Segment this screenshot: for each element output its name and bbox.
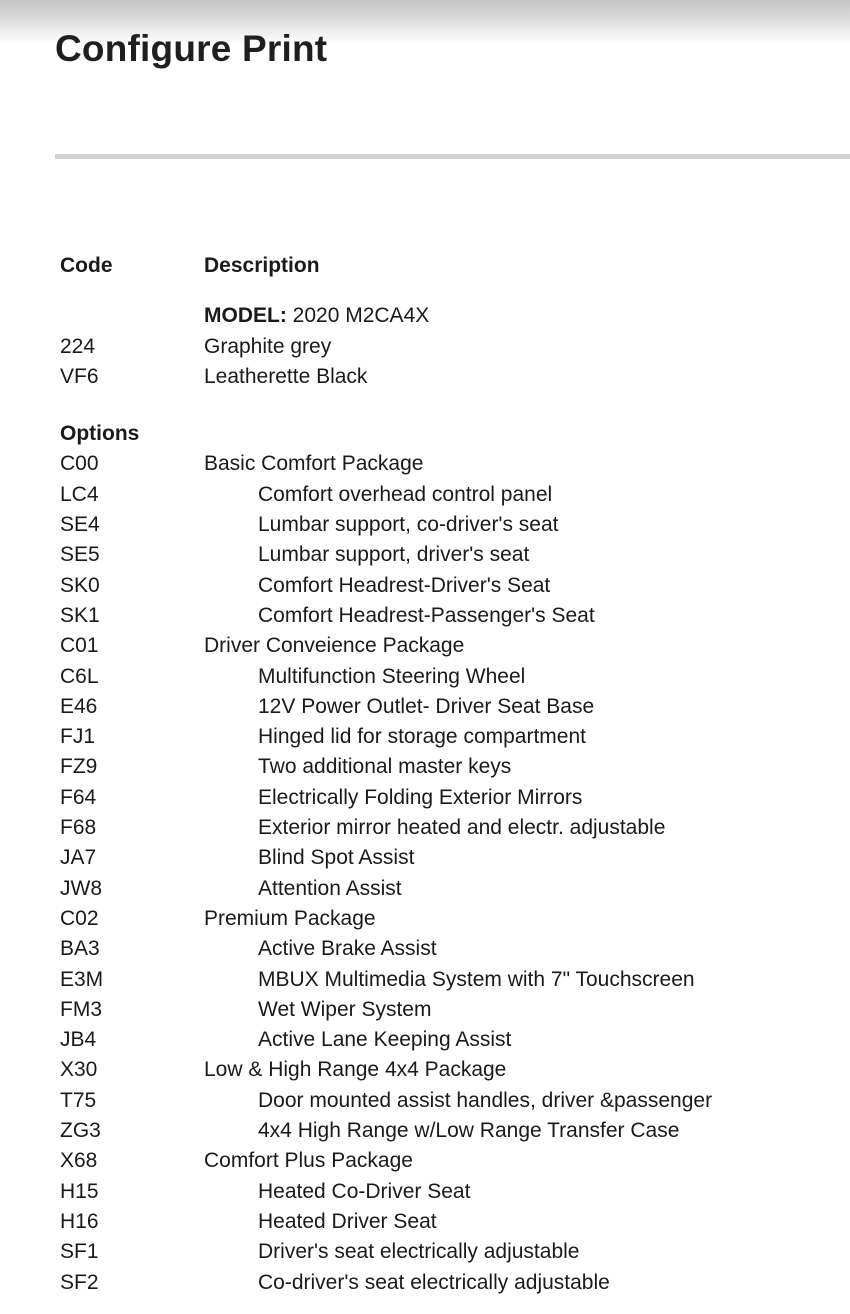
options-table — [60, 251, 850, 1298]
table-row — [60, 692, 850, 722]
table-row — [60, 332, 850, 362]
item-code: SK1 — [60, 603, 100, 627]
table-row — [60, 752, 850, 782]
title-divider — [55, 154, 850, 159]
item-description: Leatherette Black — [204, 364, 368, 388]
option-items — [60, 449, 850, 1297]
table-row — [60, 362, 850, 392]
table-row — [60, 1146, 850, 1176]
item-description: Heated Driver Seat — [258, 1209, 437, 1233]
table-row — [60, 1268, 850, 1298]
item-description: Lumbar support, driver's seat — [258, 543, 530, 567]
item-code: E3M — [60, 967, 104, 991]
item-code: LC4 — [60, 482, 99, 506]
item-code: BA3 — [60, 937, 100, 961]
item-code: ZG3 — [60, 1119, 101, 1143]
table-row — [60, 1086, 850, 1116]
page-title: Configure Print — [55, 28, 328, 69]
model-description — [204, 301, 429, 331]
item-code: H15 — [60, 1179, 99, 1203]
table-row — [60, 601, 850, 631]
table-row — [60, 631, 850, 661]
spacer — [60, 392, 850, 419]
item-code: FZ9 — [60, 755, 98, 779]
item-description: Hinged lid for storage compartment — [258, 725, 586, 749]
item-description: Premium Package — [204, 906, 376, 930]
table-row — [60, 1207, 850, 1237]
options-heading: Options — [60, 422, 140, 446]
table-row — [60, 813, 850, 843]
table-row — [60, 874, 850, 904]
description-column-header: Description — [204, 254, 320, 277]
table-row — [60, 480, 850, 510]
item-description: Comfort Headrest-Driver's Seat — [258, 573, 551, 597]
item-description: Multifunction Steering Wheel — [258, 664, 526, 688]
item-description: Driver Conveience Package — [204, 634, 465, 658]
model-value: 2020 M2CA4X — [292, 304, 430, 328]
item-description: Heated Co-Driver Seat — [258, 1179, 471, 1203]
options-heading-row — [60, 419, 850, 449]
item-code: FM3 — [60, 997, 102, 1021]
item-code: X68 — [60, 1149, 98, 1173]
item-description: 12V Power Outlet- Driver Seat Base — [258, 694, 595, 718]
item-description: Door mounted assist handles, driver &passenger — [258, 1088, 713, 1112]
item-description: Graphite grey — [204, 334, 332, 358]
table-row — [60, 571, 850, 601]
item-code: SF2 — [60, 1270, 99, 1294]
table-row — [60, 1237, 850, 1267]
item-description: Wet Wiper System — [258, 997, 432, 1021]
item-code: VF6 — [60, 364, 99, 388]
table-row — [60, 1116, 850, 1146]
table-row — [60, 934, 850, 964]
item-code: C02 — [60, 906, 99, 930]
item-code: SE4 — [60, 513, 100, 537]
item-description: Active Brake Assist — [258, 937, 437, 961]
item-code: JW8 — [60, 876, 102, 900]
item-description: Active Lane Keeping Assist — [258, 1028, 512, 1052]
item-description: Comfort Plus Package — [204, 1149, 413, 1173]
table-row — [60, 1177, 850, 1207]
table-row — [60, 783, 850, 813]
item-code: E46 — [60, 694, 98, 718]
spacer — [60, 281, 850, 301]
table-row — [60, 965, 850, 995]
item-description: 4x4 High Range w/Low Range Transfer Case — [258, 1119, 680, 1143]
item-description: Exterior mirror heated and electr. adjustable — [258, 816, 666, 840]
item-description: Two additional master keys — [258, 755, 512, 779]
table-row — [60, 843, 850, 873]
item-code: F64 — [60, 785, 97, 809]
item-description: Comfort Headrest-Passenger's Seat — [258, 603, 595, 627]
item-description: Low & High Range 4x4 Package — [204, 1058, 507, 1082]
item-description: Driver's seat electrically adjustable — [258, 1240, 580, 1264]
item-code: C00 — [60, 452, 99, 476]
item-code: X30 — [60, 1058, 98, 1082]
table-row — [60, 510, 850, 540]
model-row — [60, 301, 850, 331]
item-code: T75 — [60, 1088, 97, 1112]
table-row — [60, 1055, 850, 1085]
table-row — [60, 722, 850, 752]
item-code: H16 — [60, 1209, 99, 1233]
item-description: Attention Assist — [258, 876, 402, 900]
table-row — [60, 449, 850, 479]
item-code: SF1 — [60, 1240, 99, 1264]
item-description: MBUX Multimedia System with 7" Touchscreen — [258, 967, 695, 991]
table-row — [60, 540, 850, 570]
item-code: JA7 — [60, 846, 97, 870]
table-row — [60, 1025, 850, 1055]
model-label: MODEL: — [204, 304, 287, 328]
item-code: 224 — [60, 334, 96, 358]
item-code: JB4 — [60, 1028, 97, 1052]
item-code: FJ1 — [60, 725, 96, 749]
item-description: Comfort overhead control panel — [258, 482, 553, 506]
code-column-header: Code — [60, 254, 113, 277]
base-items — [60, 332, 850, 393]
item-code: C01 — [60, 634, 99, 658]
item-description: Lumbar support, co-driver's seat — [258, 513, 559, 537]
item-code: F68 — [60, 816, 97, 840]
table-row — [60, 662, 850, 692]
item-code: SK0 — [60, 573, 100, 597]
item-code: SE5 — [60, 543, 100, 567]
item-description: Co-driver's seat electrically adjustable — [258, 1270, 610, 1294]
table-row — [60, 995, 850, 1025]
item-description: Blind Spot Assist — [258, 846, 415, 870]
table-row — [60, 904, 850, 934]
item-code: C6L — [60, 664, 99, 688]
item-description: Basic Comfort Package — [204, 452, 424, 476]
item-description: Electrically Folding Exterior Mirrors — [258, 785, 583, 809]
table-header — [60, 251, 850, 281]
